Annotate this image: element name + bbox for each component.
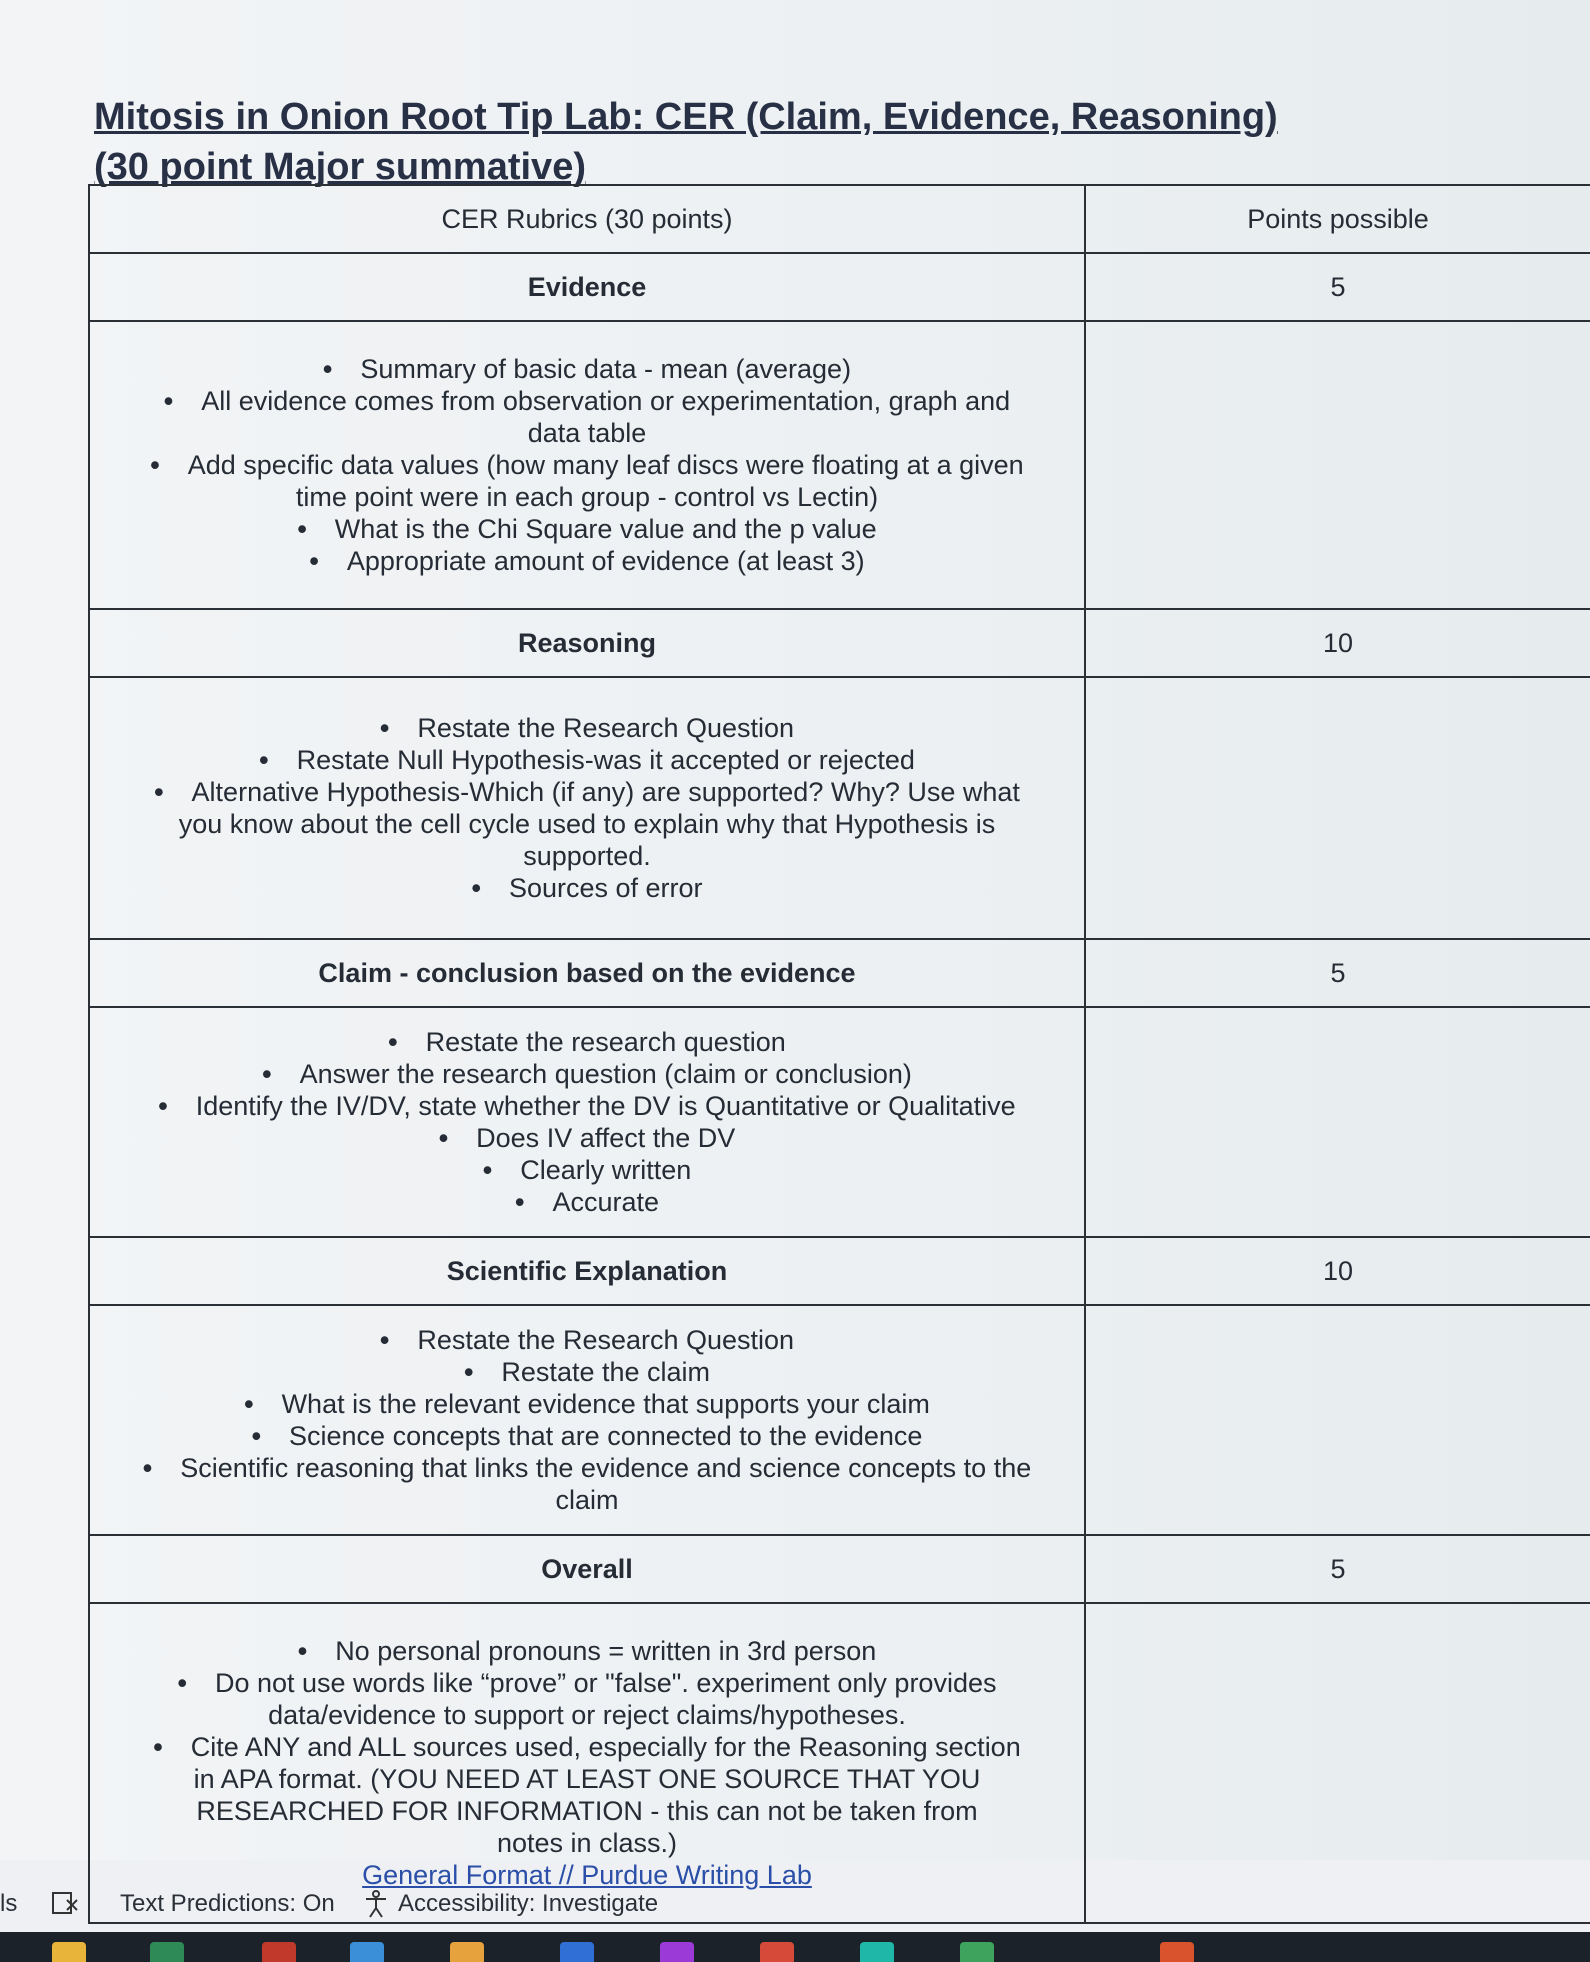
list-item: • What is the relevant evidence that supports your claim (114, 1388, 1060, 1420)
section-title: Overall (89, 1535, 1085, 1603)
points-cell (1085, 1603, 1590, 1923)
taskbar (0, 1932, 1590, 1962)
list-item: • Restate Null Hypothesis-was it accepted or rejected (114, 744, 1060, 776)
app-icon[interactable] (760, 1942, 794, 1962)
accessibility-status[interactable]: Accessibility: Investigate (398, 1890, 659, 1917)
section-row-scientific-explanation (89, 1237, 1590, 1305)
app-icon[interactable] (960, 1942, 994, 1962)
points-cell (1085, 677, 1590, 939)
list-item: • Does IV affect the DV (114, 1122, 1060, 1154)
folder-icon[interactable] (52, 1942, 86, 1962)
criteria-list (89, 677, 1085, 939)
list-item: • Appropriate amount of evidence (at least 3) (114, 545, 1060, 577)
list-item: • Add specific data values (how many leaf discs were floating at a given (114, 449, 1060, 481)
section-items-row-scientific-explanation (89, 1305, 1590, 1535)
table-header-row (89, 185, 1590, 253)
section-row-claim (89, 939, 1590, 1007)
points-cell (1085, 321, 1590, 609)
browser-icon[interactable] (350, 1942, 384, 1962)
section-title: Claim - conclusion based on the evidence (89, 939, 1085, 1007)
list-item: data/evidence to support or reject claims/hypotheses. (268, 1700, 906, 1730)
list-item: • All evidence comes from observation or experimentation, graph and (114, 385, 1060, 417)
list-item: you know about the cell cycle used to explain why that Hypothesis is (178, 809, 996, 839)
list-item: • Sources of error (114, 872, 1060, 904)
app-icon[interactable] (560, 1942, 594, 1962)
spreadsheet-icon[interactable] (150, 1942, 184, 1962)
app-icon[interactable] (450, 1942, 484, 1962)
section-items-row-reasoning (89, 677, 1590, 939)
list-item: • Restate the research question (114, 1026, 1060, 1058)
section-points: 10 (1085, 1237, 1590, 1305)
accessibility-icon[interactable] (360, 1888, 392, 1920)
app-icon[interactable] (1160, 1942, 1194, 1962)
criteria-list (89, 321, 1085, 609)
status-bar (0, 1880, 1590, 1930)
list-item: • Do not use words like “prove” or "false". experiment only provides (114, 1667, 1060, 1699)
list-item: • Scientific reasoning that links the evidence and science concepts to the (114, 1452, 1060, 1484)
section-points: 5 (1085, 1535, 1590, 1603)
list-item: in APA format. (YOU NEED AT LEAST ONE SOURCE THAT YOU (193, 1764, 981, 1794)
list-item: • Restate the claim (114, 1356, 1060, 1388)
criteria-list (89, 1305, 1085, 1535)
section-points: 5 (1085, 253, 1590, 321)
list-item: • Answer the research question (claim or conclusion) (114, 1058, 1060, 1090)
list-item: • Science concepts that are connected to the evidence (114, 1420, 1060, 1452)
section-row-evidence (89, 253, 1590, 321)
list-item: • No personal pronouns = written in 3rd person (114, 1635, 1060, 1667)
list-item: • Accurate (114, 1186, 1060, 1218)
status-fragment: ls (0, 1890, 18, 1917)
list-item: • Restate the Research Question (114, 1324, 1060, 1356)
list-item: time point were in each group - control vs Lectin) (295, 482, 879, 512)
section-title: Reasoning (89, 609, 1085, 677)
list-item: • Cite ANY and ALL sources used, especially for the Reasoning section (114, 1731, 1060, 1763)
list-item: data table (527, 418, 647, 448)
section-items-row-evidence (89, 321, 1590, 609)
list-item: • Clearly written (114, 1154, 1060, 1186)
section-points: 5 (1085, 939, 1590, 1007)
list-item: claim (555, 1485, 619, 1515)
section-items-row-overall (89, 1603, 1590, 1923)
list-item: RESEARCHED FOR INFORMATION - this can not be taken from (196, 1796, 978, 1826)
points-cell (1085, 1007, 1590, 1237)
app-icon[interactable] (660, 1942, 694, 1962)
document-title: Mitosis in Onion Root Tip Lab: CER (Claim, Evidence, Reasoning) (30 point Major summative) (94, 96, 1278, 188)
app-icon[interactable] (262, 1942, 296, 1962)
list-item: notes in class.) (496, 1828, 678, 1858)
list-item: • Alternative Hypothesis-Which (if any) are supported? Why? Use what (114, 776, 1060, 808)
criteria-list (89, 1603, 1085, 1923)
app-icon[interactable] (860, 1942, 894, 1962)
list-item: supported. (523, 841, 651, 871)
list-item: • Restate the Research Question (114, 712, 1060, 744)
rubric-table (88, 184, 1590, 1924)
criteria-header: CER Rubrics (30 points) (89, 185, 1085, 253)
section-title: Scientific Explanation (89, 1237, 1085, 1305)
section-items-row-claim (89, 1007, 1590, 1237)
criteria-list (89, 1007, 1085, 1237)
points-header: Points possible (1085, 185, 1590, 253)
section-row-overall (89, 1535, 1590, 1603)
purdue-owl-link[interactable]: General Format // Purdue Writing Lab (362, 1860, 812, 1890)
section-points: 10 (1085, 609, 1590, 677)
list-item: • Summary of basic data - mean (average) (114, 353, 1060, 385)
section-row-reasoning (89, 609, 1590, 677)
list-item: • What is the Chi Square value and the p value (114, 513, 1060, 545)
points-cell (1085, 1305, 1590, 1535)
section-title: Evidence (89, 253, 1085, 321)
text-predictions-status[interactable]: Text Predictions: On (120, 1890, 335, 1917)
list-item: • Identify the IV/DV, state whether the DV is Quantitative or Qualitative (114, 1090, 1060, 1122)
text-predictions-icon[interactable] (50, 1888, 80, 1918)
